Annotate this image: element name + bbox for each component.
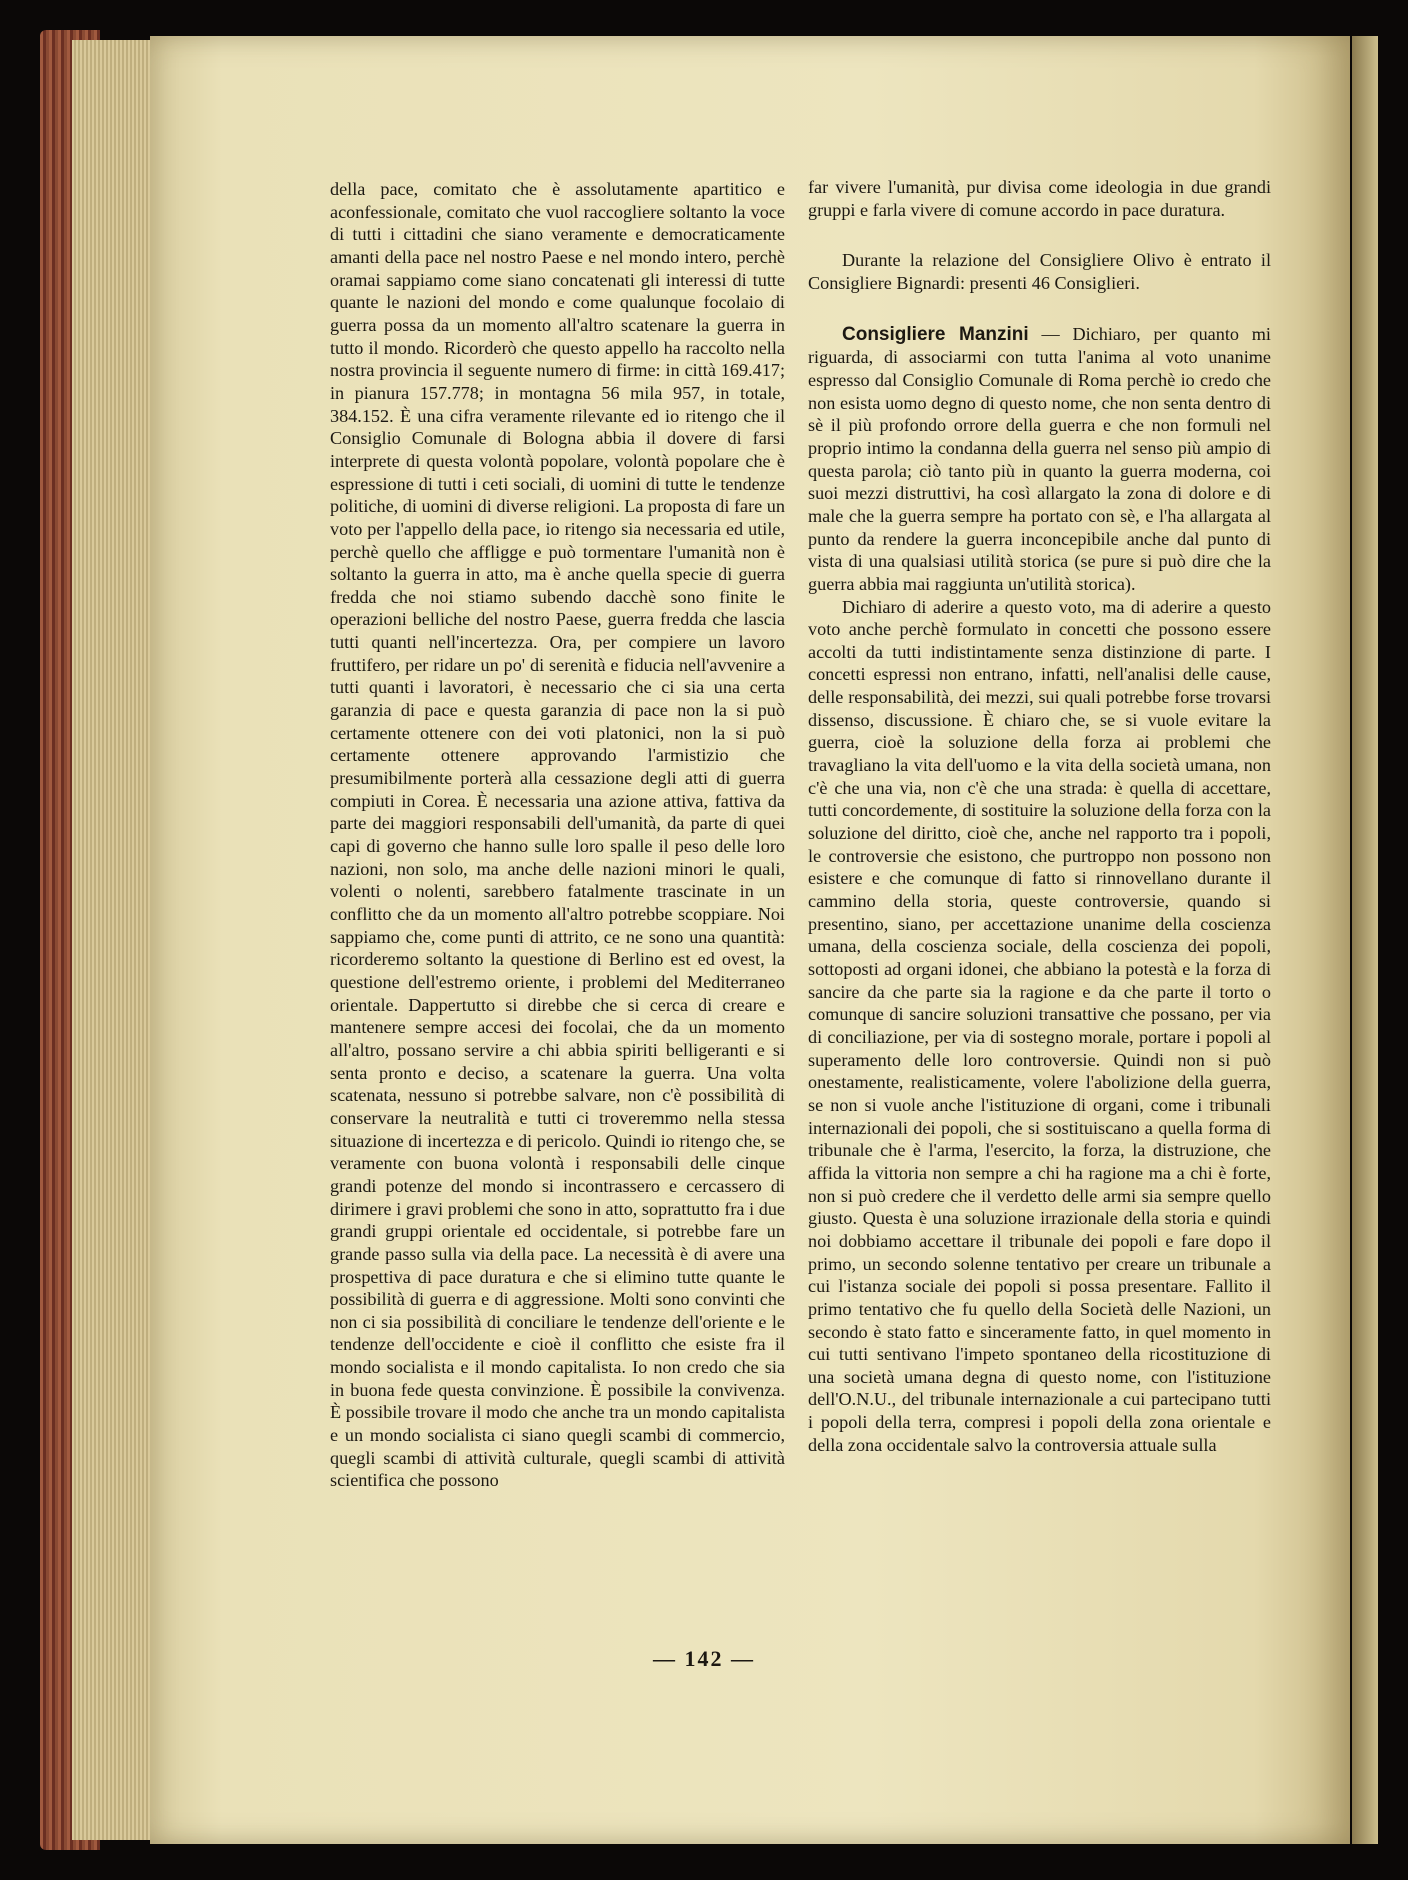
facing-page-edge: [1352, 36, 1378, 1844]
left-column-paragraph: della pace, comitato che è assolutamente apartitico e aconfessionale, comitato che vuol raccogliere soltanto la voce di tutti i cittadini che siano veramente e democraticamente amanti della pace nel nostro Paese e nel mondo intero, perchè oramai sappiamo come siano concatenati gli interessi di tutte quante le nazioni del mondo e come qualunque focolaio di guerra possa da un momento all'altro scatenare la guerra in tutto il mondo. Ricorderò che questo appello ha raccolto nella nostra provincia il seguente numero di firme: in città 169.417; in pianura 157.778; in montagna 56 mila 957, in totale, 384.152. È una cifra veramente rilevante ed io ritengo che il Consiglio Comunale di Bologna abbia il dovere di farsi interprete di questa volontà popolare, volontà popolare che è espressione di tutti i ceti sociali, di uomini di tutte le tendenze politiche, di uomini di diverse religioni. La proposta di fare un voto per l'appello della pace, io ritengo sia necessaria ed utile, perchè quello che affligge e può tormentare l'umanità non è soltanto la guerra in atto, ma è anche quella specie di guerra fredda che noi stiamo subendo dacchè sono finite le operazioni belliche del nostro Paese, guerra fredda che lascia tutti quanti nell'incertezza. Ora, per compiere un lavoro fruttifero, per ridare un po' di serenità e fiducia nell'avvenire a tutti quanti i lavoratori, è necessario che ci sia una certa garanzia di pace e questa garanzia di pace non la si può certamente ottenere con dei voti platonici, non la si può certamente ottenere approvando l'armistizio che presumibilmente porterà alla cessazione degli atti di guerra compiuti in Corea. È necessaria una azione attiva, fattiva da parte dei maggiori responsabili dell'umanità, da parte di quei capi di governo che hanno sulle loro spalle il peso delle loro nazioni, non solo, ma anche delle nazioni minori le quali, volenti o nolenti, sarebbero fatalmente trascinate in un conflitto che da un momento all'altro potrebbe scoppiare. Noi sappiamo che, come punti di attrito, ce ne sono una quantità: ricorderemo soltanto la questione di Berlino est ed ovest, la questione dell'estremo oriente, i problemi del Mediterraneo orientale. Dappertutto si direbbe che si cerca di creare e mantenere sempre accesi dei focolai, che da un momento all'altro, possano servire a chi abbia spiriti belligeranti e si senta pronto e deciso, a scatenare la guerra. Una volta scatenata, nessuno si potrebbe salvare, non c'è possibilità di conservare la neutralità e tutti ci troveremmo nella stessa situazione di incertezza e di pericolo. Quindi io ritengo che, se veramente con buona volontà i responsabili delle cinque grandi potenze del mondo si incontrassero e cercassero di dirimere i gravi problemi che sono in atto, soprattutto fra i due grandi gruppi orientale ed occidentale, si potrebbe fare un grande passo sulla via della pace. La necessità è di avere una prospettiva di pace duratura e che si elimino tutte quante le possibilità di guerra e di aggressione. Molti sono convinti che non ci sia possibilità di conciliare le tendenze dell'oriente e le tendenze dell'occidente e cioè il conflitto che esiste fra il mondo socialista e il mondo capitalista. Io non credo che sia in buona fede questa convinzione. È possibile la convivenza. È possibile trovare il modo che anche tra un mondo capitalista e un mondo socialista ci siano quegli scambi di commercio, quegli scambi di attività culturale, quegli scambi di attività scientifica che possono: [330, 179, 785, 1491]
paragraph-declaration: Dichiaro di aderire a questo voto, ma di aderire a questo voto anche perchè formulato in concetti che possono essere accolti da tutti indistintamente senza distinzione di parte. I concetti espressi non entrano, infatti, nell'analisi delle cause, delle responsabilità, dei mezzi, sui quali potrebbe forse trovarsi dissenso, discussione. È chiaro che, se si vuole evitare la guerra, cioè la soluzione della forza ai problemi che travagliano la vita dell'uomo e la vita della società umana, non c'è che una via, non c'è che una strada: è quella di accettare, tutti concordemente, di sostituire la soluzione della forza con la soluzione del diritto, cioè che, anche nel rapporto tra i popoli, le controversie che esistono, che purtroppo non possono non esistere e che comunque di fatto si rinnovellano durante il cammino della storia, queste controversie, quando si presentino, siano, per accettazione unanime della coscienza umana, della coscienza sociale, della coscienza dei popoli, sottoposti ad organi idonei, che abbiano la potestà e la forza di sancire da che parte sia la ragione e da che parte il torto o comunque di sancire soluzioni transattive che possano, per via di conciliazione, per via di sostegno morale, portare i popoli al superamento delle loro controversie. Quindi non si può onestamente, realisticamente, volere l'abolizione della guerra, se non si vuole anche l'istituzione di organi, come i tribunali internazionali dei popoli, che si sostituiscano a quella forma di tribunale che è l'arma, l'esercito, la forza, la distruzione, che affida la vittoria non sempre a chi ha ragione ma a chi è forte, non si può credere che il verdetto delle armi sia sempre quello giusto. Questa è una soluzione irrazionale della storia e quindi noi dobbiamo accettare il tribunale dei popoli e fare dopo il primo, un secondo solenne tentativo per creare un tribunale a cui l'istanza sociale dei popoli si possa presentare. Fallito il primo tentativo che fu quello della Società delle Nazioni, un secondo è stato fatto e sinceramente fatto, in quel momento in cui tutti sentivano l'impeto spontaneo della ricostituzione di una società umana degna di questo nome, con l'istituzione dell'O.N.U., del tribunale internazionale a cui partecipano tutti i popoli della terra, compresi i popoli della zona orientale e della zona occidentale salvo la controversia attuale sulla: [808, 596, 1271, 1455]
paragraph-attendance-note: Durante la relazione del Consigliere Olivo è entrato il Consigliere Bignardi: presenti 46 Consiglieri.: [808, 250, 1271, 293]
speaker-name: Consigliere Manzini: [842, 323, 1029, 345]
page-number: — 142 —: [653, 1646, 755, 1671]
paragraph-continuation: far vivere l'umanità, pur divisa come ideologia in due grandi gruppi e farla vivere di comune accordo in pace duratura.: [808, 177, 1271, 220]
paragraph-speaker-statement: [808, 323, 1271, 596]
left-text-column: [330, 178, 785, 1492]
right-text-column: [808, 176, 1271, 1456]
speaker-statement-text: — Dichiaro, per quanto mi riguarda, di associarmi con tutta l'anima al voto unanime espresso dal Consiglio Comunale di Roma perchè io credo che non esista uomo degno di questo nome, che non senta dentro di sè il più profondo orrore della guerra e che non formuli nel proprio intimo la condanna della guerra nel senso più ampio di questa parola; ciò tanto più in quanto la guerra moderna, coi suoi mezzi distruttivi, ha così allargato la zona di dolore e di male che la guerra sempre ha portato con sè, e l'ha allargata al punto da rendere la guerra inconcepibile anche dal punto di vista di una qualsiasi utilità storica (se pure si può dire che la guerra abbia mai raggiunta un'utilità storica).: [808, 323, 1271, 594]
